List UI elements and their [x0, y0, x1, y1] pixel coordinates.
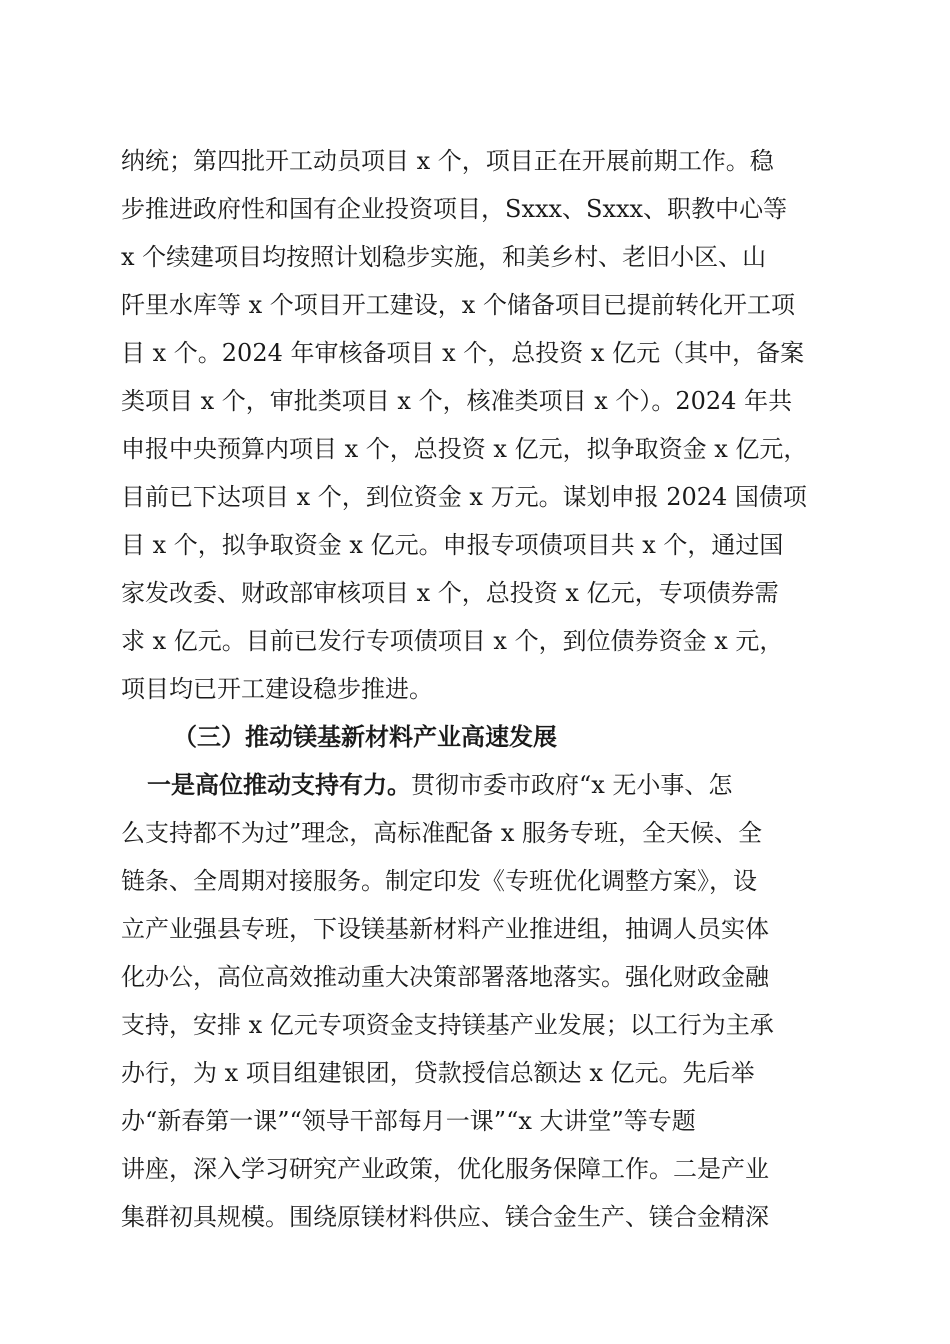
paragraph-line: 化办公，高位高效推动重大决策部署落地落实。强化财政金融	[121, 963, 769, 991]
paragraph-line: 目前已下达项目 x 个，到位资金 x 万元。谋划申报 2024 国债项	[121, 483, 807, 511]
paragraph-line: 集群初具规模。围绕原镁材料供应、镁合金生产、镁合金精深	[121, 1203, 769, 1231]
paragraph-line: 立产业强县专班，下设镁基新材料产业推进组，抽调人员实体	[121, 915, 769, 943]
paragraph-line: 办行，为 x 项目组建银团，贷款授信总额达 x 亿元。先后举	[121, 1059, 755, 1087]
paragraph-lead: 一是高位推动支持有力。	[147, 770, 411, 799]
paragraph-line: 项目均已开工建设稳步推进。	[121, 675, 433, 703]
paragraph-line: 求 x 亿元。目前已发行专项债项目 x 个，到位债券资金 x 元，	[121, 627, 784, 655]
paragraph-line: 类项目 x 个，审批类项目 x 个，核准类项目 x 个）。2024 年共	[121, 387, 793, 415]
section-heading: （三）推动镁基新材料产业高速发展	[173, 722, 557, 751]
paragraph-line: 支持，安排 x 亿元专项资金支持镁基产业发展；以工行为主承	[121, 1011, 774, 1039]
paragraph-first-line	[147, 767, 859, 803]
paragraph-line: 目 x 个。2024 年审核备项目 x 个，总投资 x 亿元（其中，备案	[121, 339, 805, 367]
paragraph-line: 办“新春第一课”“领导干部每月一课”“x 大讲堂”等专题	[121, 1107, 696, 1135]
paragraph-line: 么支持都不为过”理念，高标准配备 x 服务专班，全天候、全	[121, 819, 763, 847]
paragraph-line: 步推进政府性和国有企业投资项目，Sxxx、Sxxx、职教中心等	[121, 195, 788, 223]
paragraph-line: 家发改委、财政部审核项目 x 个，总投资 x 亿元，专项债券需	[121, 579, 779, 607]
paragraph-line: 讲座，深入学习研究产业政策，优化服务保障工作。二是产业	[121, 1155, 769, 1183]
paragraph-line: x 个续建项目均按照计划稳步实施，和美乡村、老旧小区、山	[121, 243, 767, 271]
paragraph-line: 阡里水库等 x 个项目开工建设，x 个储备项目已提前转化开工项	[121, 291, 795, 319]
paragraph-line: 纳统；第四批开工动员项目 x 个，项目正在开展前期工作。稳	[121, 147, 774, 175]
paragraph-line: 申报中央预算内项目 x 个，总投资 x 亿元，拟争取资金 x 亿元，	[121, 435, 808, 463]
paragraph-line: 目 x 个，拟争取资金 x 亿元。申报专项债项目共 x 个，通过国	[121, 531, 784, 559]
paragraph-line: 链条、全周期对接服务。制定印发《专班优化调整方案》，设	[121, 867, 757, 895]
paragraph-first-rest: 贯彻市委市政府“x 无小事、怎	[411, 771, 733, 799]
